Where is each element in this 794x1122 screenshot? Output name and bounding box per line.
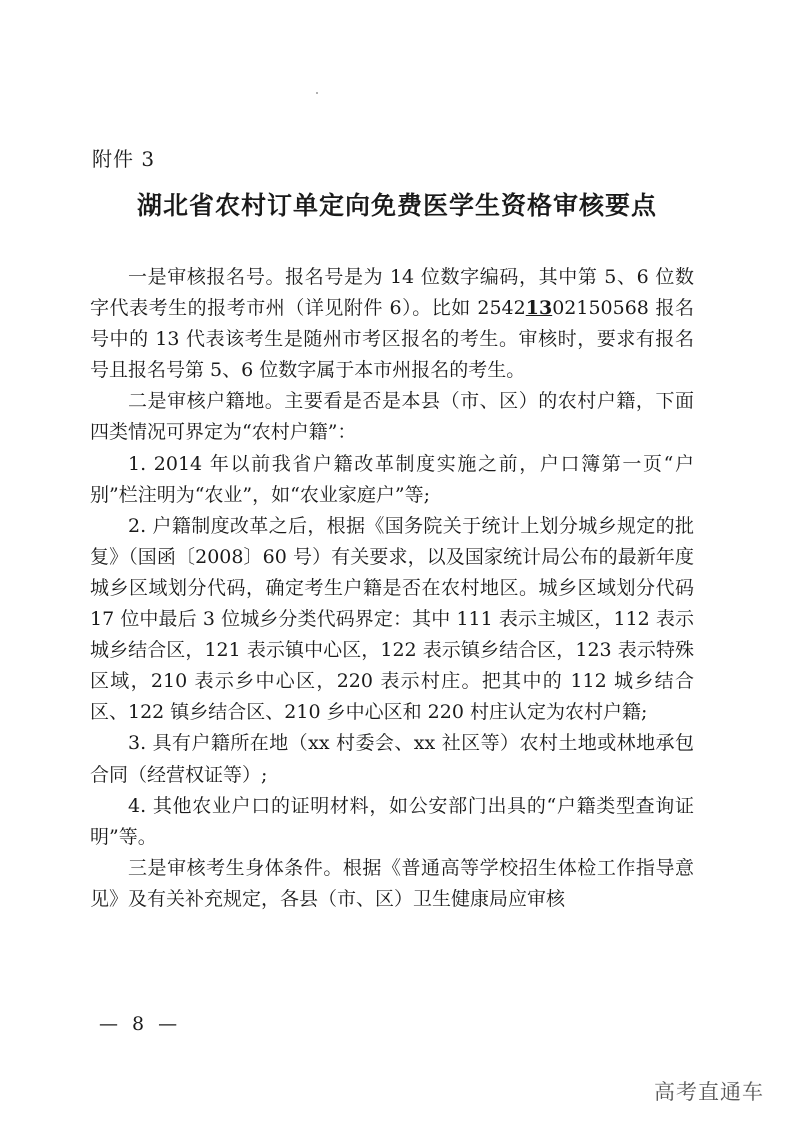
attachment-label: 附件 3 (92, 147, 156, 171)
paragraph-text: 02150568 报名号中的 13 代表该考生是随州市考区报名的考生。审核时，要求有报名号且报名号第 5、6 位数字属于本市州报名的考生。 (90, 297, 694, 382)
paragraph-physical-condition: 三是审核考生身体条件。根据《普通高等学校招生体检工作指导意见》及有关补充规定，各县（市、区）卫生健康局应审核 (90, 856, 694, 910)
list-item-4: 4. 其他农业户口的证明材料，如公安部门出具的“户籍类型查询证明”等。 (90, 794, 694, 848)
document-title: 湖北省农村订单定向免费医学生资格审核要点 (136, 191, 657, 220)
highlighted-code: 13 (525, 297, 553, 320)
paragraph-text: 一是审核报名号。报名号是为 14 位数字编码，其中第 5、6 位数字代表考生的报考市州（详见附件 6）。比如 2542 (90, 266, 694, 320)
scan-speck (316, 92, 318, 94)
watermark: 高考直通车 (654, 1080, 764, 1104)
list-item-1: 1. 2014 年以前我省户籍改革制度实施之前，户口簿第一页“户别”栏注明为“农业”，如“农业家庭户”等; (90, 452, 694, 506)
list-item-3: 3. 具有户籍所在地（xx 村委会、xx 社区等）农村土地或林地承包合同（经营权证等）; (90, 732, 694, 786)
page-number: — 8 — (99, 1013, 182, 1035)
document-body (90, 262, 694, 915)
paragraph-registration-number (90, 262, 694, 386)
list-item-2: 2. 户籍制度改革之后，根据《国务院关于统计上划分城乡规定的批复》（国函〔2008〕60 号）有关要求，以及国家统计局公布的最新年度城乡区域划分代码，确定考生户籍是否在农村地区。城乡区域划分代码 17 位中最后 3 位城乡分类代码界定：其中 111 表示主城区，112 表示城乡结合区，121 表示镇中心区，122 表示镇乡结合区，123 表示特殊区域，210 表示乡中心区，220 表示村庄。把其中的 112 城乡结合区、122 镇乡结合区、210 乡中心区和 220 村庄认定为农村户籍; (90, 514, 694, 724)
paragraph-household-registration: 二是审核户籍地。主要看是否是本县（市、区）的农村户籍，下面四类情况可界定为“农村户籍”： (90, 390, 694, 444)
